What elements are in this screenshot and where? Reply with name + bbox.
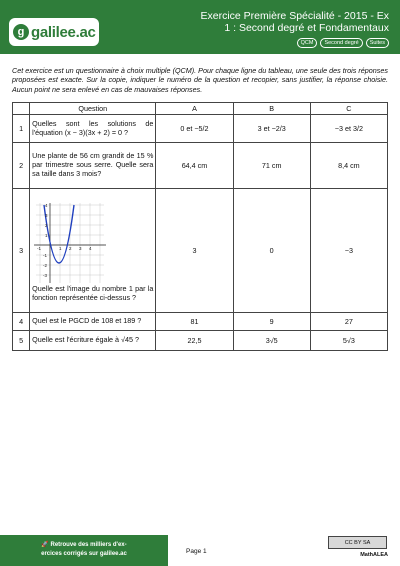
tag-second-degre[interactable]: Second degré bbox=[320, 38, 362, 48]
x-tick-label: 2 bbox=[69, 245, 72, 251]
table-row bbox=[13, 331, 388, 351]
table-row bbox=[13, 189, 388, 313]
table-row bbox=[13, 115, 388, 143]
promo-line-1: 🚀 Retrouve des milliers d'ex- bbox=[41, 542, 127, 548]
header-b: B bbox=[233, 103, 310, 115]
answer-b: 3 et −2/3 bbox=[233, 115, 310, 143]
table-header-row bbox=[13, 103, 388, 115]
row-number: 5 bbox=[13, 331, 30, 351]
page-number: Page 1 bbox=[186, 548, 207, 555]
tag-suites[interactable]: Suites bbox=[366, 38, 389, 48]
table-row bbox=[13, 313, 388, 331]
answer-b: 0 bbox=[233, 189, 310, 313]
header-a: A bbox=[156, 103, 233, 115]
x-tick-label: -1 bbox=[37, 245, 42, 251]
answer-c: −3 bbox=[310, 189, 387, 313]
answer-a: 0 et −5/2 bbox=[156, 115, 233, 143]
galilee-logo[interactable] bbox=[9, 18, 99, 46]
x-tick-label: 3 bbox=[79, 245, 82, 251]
answer-a: 64,4 cm bbox=[156, 143, 233, 189]
parabola-graph bbox=[32, 201, 112, 285]
instructions-text: Cet exercice est un questionnaire à choix multiple (QCM). Pour chaque ligne du tableau, une seule des trois réponses proposées est exacte. Sur la copie, indiquer le numéro de la question et recopier, sans justifier, la réponse choisie. Aucun point ne sera enlevé en cas de mauvaises réponses. bbox=[12, 66, 388, 94]
page-title bbox=[139, 10, 389, 34]
answer-b: 9 bbox=[233, 313, 310, 331]
question-text: Une plante de 56 cm grandit de 15 % par trimestre sous serre. Quelle sera sa taille dans 3 mois? bbox=[30, 143, 156, 189]
title-line-1: Exercice Première Spécialité - 2015 - Ex bbox=[200, 10, 389, 22]
y-tick-label: 1 bbox=[45, 232, 48, 238]
y-tick-label: -1 bbox=[43, 252, 48, 258]
question-text: Quelle est l'image du nombre 1 par la fonction représentée ci-dessus ? bbox=[32, 283, 154, 302]
answer-a: 22,5 bbox=[156, 331, 233, 351]
mathalea-brand: MathALEA bbox=[360, 552, 388, 558]
promo-banner[interactable] bbox=[0, 535, 168, 566]
y-tick-label: 2 bbox=[45, 222, 48, 228]
row-number: 1 bbox=[13, 115, 30, 143]
function-graph bbox=[32, 199, 153, 285]
table-row bbox=[13, 143, 388, 189]
x-tick-label: 4 bbox=[89, 245, 92, 251]
question-text: Quelle est l'écriture égale à √45 ? bbox=[30, 331, 156, 351]
answer-c: −3 et 3/2 bbox=[310, 115, 387, 143]
tag-qcm[interactable]: QCM bbox=[297, 38, 318, 48]
header-question: Question bbox=[30, 103, 156, 115]
logo-text: galilee.ac bbox=[31, 23, 96, 41]
title-line-2: 1 : Second degré et Fondamentaux bbox=[224, 22, 389, 34]
row-number: 3 bbox=[13, 189, 30, 313]
answer-b: 71 cm bbox=[233, 143, 310, 189]
answer-c: 8,4 cm bbox=[310, 143, 387, 189]
answer-a: 81 bbox=[156, 313, 233, 331]
header-num bbox=[13, 103, 30, 115]
y-tick-label: -2 bbox=[43, 262, 48, 268]
answer-b: 3√5 bbox=[233, 331, 310, 351]
row-number: 2 bbox=[13, 143, 30, 189]
answer-a: 3 bbox=[156, 189, 233, 313]
answer-c: 5√3 bbox=[310, 331, 387, 351]
header-banner bbox=[0, 0, 400, 54]
question-text: Quelles sont les solutions de l'équation (x − 3)(3x + 2) = 0 ? bbox=[30, 115, 156, 143]
question-text: Quel est le PGCD de 108 et 189 ? bbox=[30, 313, 156, 331]
license-text: CC BY SA bbox=[344, 539, 371, 546]
promo-line-2: ercices corrigés sur galilee.ac bbox=[41, 551, 127, 557]
logo-g-icon: g bbox=[13, 24, 29, 40]
parabola-curve bbox=[44, 202, 74, 263]
qcm-table bbox=[12, 102, 388, 351]
cc-license-badge[interactable] bbox=[328, 536, 387, 549]
y-tick-label: 3 bbox=[45, 212, 48, 218]
y-tick-label: -3 bbox=[43, 272, 48, 278]
y-tick-label: 4 bbox=[45, 202, 48, 208]
x-tick-label: 1 bbox=[59, 245, 62, 251]
question-cell-with-graph bbox=[30, 189, 156, 313]
tag-list bbox=[297, 38, 389, 48]
header-c: C bbox=[310, 103, 387, 115]
answer-c: 27 bbox=[310, 313, 387, 331]
row-number: 4 bbox=[13, 313, 30, 331]
